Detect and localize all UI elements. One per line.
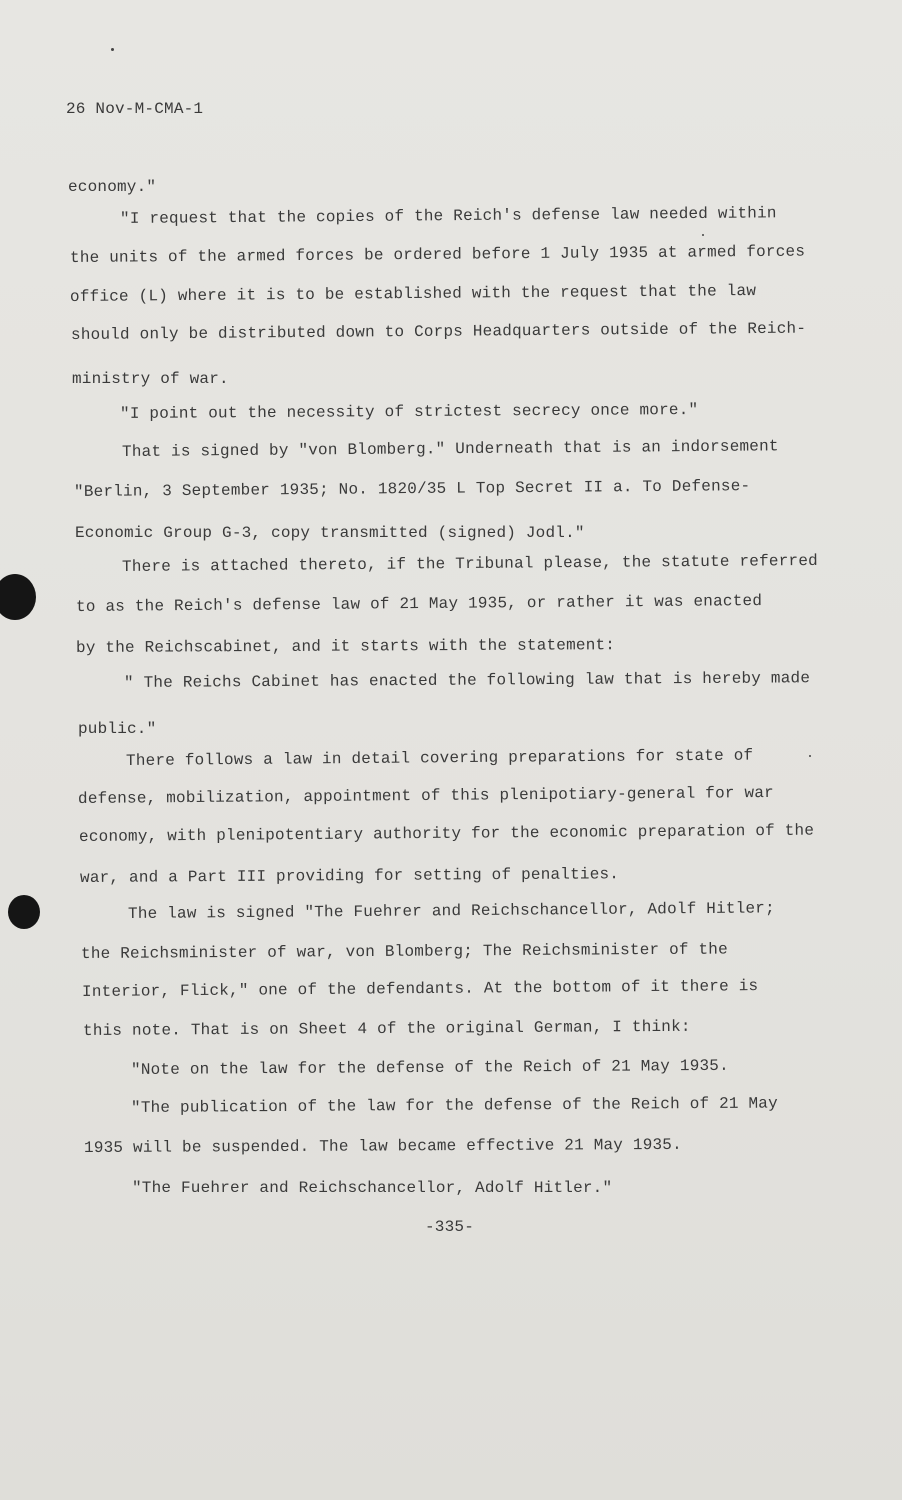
body-line: "The publication of the law for the defense of the Reich of 21 May	[130, 1094, 778, 1117]
body-line: economy."	[68, 178, 157, 196]
page-number: -335-	[425, 1218, 475, 1236]
body-line: defense, mobilization, appointment of this plenipotiary-general for war	[77, 783, 774, 808]
ink-speck	[702, 234, 704, 236]
body-line: ministry of war.	[72, 370, 229, 388]
body-line: public."	[78, 720, 157, 738]
binder-hole-upper	[0, 574, 36, 620]
body-line: should only be distributed down to Corps Headquarters outside of the Reich-	[70, 319, 807, 344]
body-line: office (L) where it is to be established with the request that the law	[69, 282, 757, 306]
body-line: The law is signed "The Fuehrer and Reichschancellor, Adolf Hitler;	[127, 899, 775, 923]
body-line: "I point out the necessity of strictest secrecy once more."	[119, 400, 699, 423]
body-line: Interior, Flick," one of the defendants. At the bottom of it there is	[81, 977, 759, 1001]
header-reference: 26 Nov-M-CMA-1	[66, 100, 204, 118]
body-line: economy, with plenipotentiary authority for the economic preparation of the	[78, 821, 815, 846]
body-line: " The Reichs Cabinet has enacted the following law that is hereby made	[123, 669, 811, 692]
body-line: There follows a law in detail covering preparations for state of	[125, 746, 754, 770]
ink-speck	[809, 755, 811, 757]
body-line: by the Reichscabinet, and it starts with the statement:	[75, 636, 616, 657]
body-line: to as the Reich's defense law of 21 May 1935, or rather it was enacted	[75, 592, 763, 616]
body-line: "The Fuehrer and Reichschancellor, Adolf Hitler."	[132, 1179, 613, 1197]
body-line: That is signed by "von Blomberg." Underneath that is an indorsement	[121, 437, 779, 461]
body-line: "I request that the copies of the Reich's defense law needed within	[119, 204, 777, 228]
body-line: this note. That is on Sheet 4 of the original German, I think:	[82, 1017, 691, 1040]
body-line: war, and a Part III providing for setting of penalties.	[79, 865, 620, 887]
body-line: the Reichsminister of war, von Blomberg; The Reichsminister of the	[80, 940, 728, 963]
body-line: 1935 will be suspended. The law became effective 21 May 1935.	[83, 1135, 682, 1157]
body-line: the units of the armed forces be ordered before 1 July 1935 at armed forces	[69, 242, 806, 267]
ink-speck	[111, 48, 114, 51]
binder-hole-lower	[8, 895, 40, 929]
body-line: "Berlin, 3 September 1935; No. 1820/35 L Top Secret II a. To Defense-	[73, 477, 751, 501]
body-line: There is attached thereto, if the Tribunal please, the statute referred	[121, 551, 818, 576]
body-line: "Note on the law for the defense of the Reich of 21 May 1935.	[130, 1056, 729, 1079]
body-line: Economic Group G-3, copy transmitted (signed) Jodl."	[75, 524, 585, 542]
